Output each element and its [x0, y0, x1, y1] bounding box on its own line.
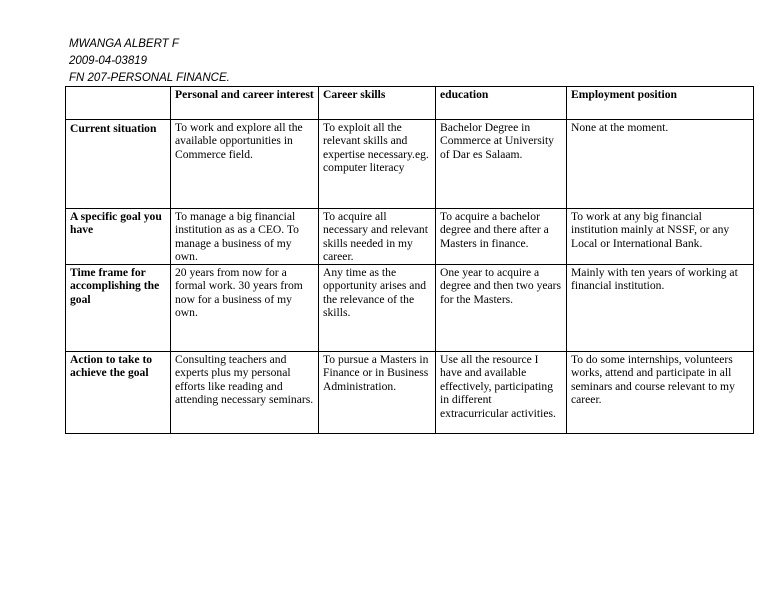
table-cell: One year to acquire a degree and then two years for the Masters.: [436, 265, 567, 352]
row-label: Current situation: [66, 120, 171, 209]
table-header-row: [66, 87, 754, 120]
table-cell: To exploit all the relevant skills and expertise necessary.eg. computer literacy: [319, 120, 436, 209]
course-title: FN 207-PERSONAL FINANCE.: [69, 72, 230, 84]
table-cell: To manage a big financial institution as as a CEO. To manage a business of my own.: [171, 209, 319, 265]
header-cell: Personal and career interest: [171, 87, 319, 120]
document-header: [69, 36, 230, 87]
table-cell: 20 years from now for a formal work. 30 years from now for a business of my own.: [171, 265, 319, 352]
table-cell: Any time as the opportunity arises and the relevance of the skills.: [319, 265, 436, 352]
student-name: MWANGA ALBERT F: [69, 38, 179, 50]
student-id: 2009-04-03819: [69, 55, 148, 67]
career-plan-table: [65, 86, 754, 434]
table-cell: Mainly with ten years of working at financial institution.: [567, 265, 754, 352]
table-cell: To pursue a Masters in Finance or in Business Administration.: [319, 352, 436, 434]
table-cell: Use all the resource I have and available effectively, participating in different extracurricular activities.: [436, 352, 567, 434]
header-cell-empty: [66, 87, 171, 120]
table-row: [66, 352, 754, 434]
header-cell: Employment position: [567, 87, 754, 120]
row-label: Time frame for accomplishing the goal: [66, 265, 171, 352]
table-row: [66, 209, 754, 265]
header-cell: Career skills: [319, 87, 436, 120]
table-cell: Consulting teachers and experts plus my personal efforts like reading and attending necessary seminars.: [171, 352, 319, 434]
table-cell: To work and explore all the available opportunities in Commerce field.: [171, 120, 319, 209]
header-cell: education: [436, 87, 567, 120]
table-row: [66, 265, 754, 352]
row-label: A specific goal you have: [66, 209, 171, 265]
table-cell: None at the moment.: [567, 120, 754, 209]
table-cell: To do some internships, volunteers works, attend and participate in all seminars and course relevant to my career.: [567, 352, 754, 434]
table-cell: To work at any big financial institution mainly at NSSF, or any Local or International Bank.: [567, 209, 754, 265]
table-cell: To acquire all necessary and relevant skills needed in my career.: [319, 209, 436, 265]
row-label: Action to take to achieve the goal: [66, 352, 171, 434]
table-cell: Bachelor Degree in Commerce at University of Dar es Salaam.: [436, 120, 567, 209]
table-cell: To acquire a bachelor degree and there after a Masters in finance.: [436, 209, 567, 265]
table-row: [66, 120, 754, 209]
